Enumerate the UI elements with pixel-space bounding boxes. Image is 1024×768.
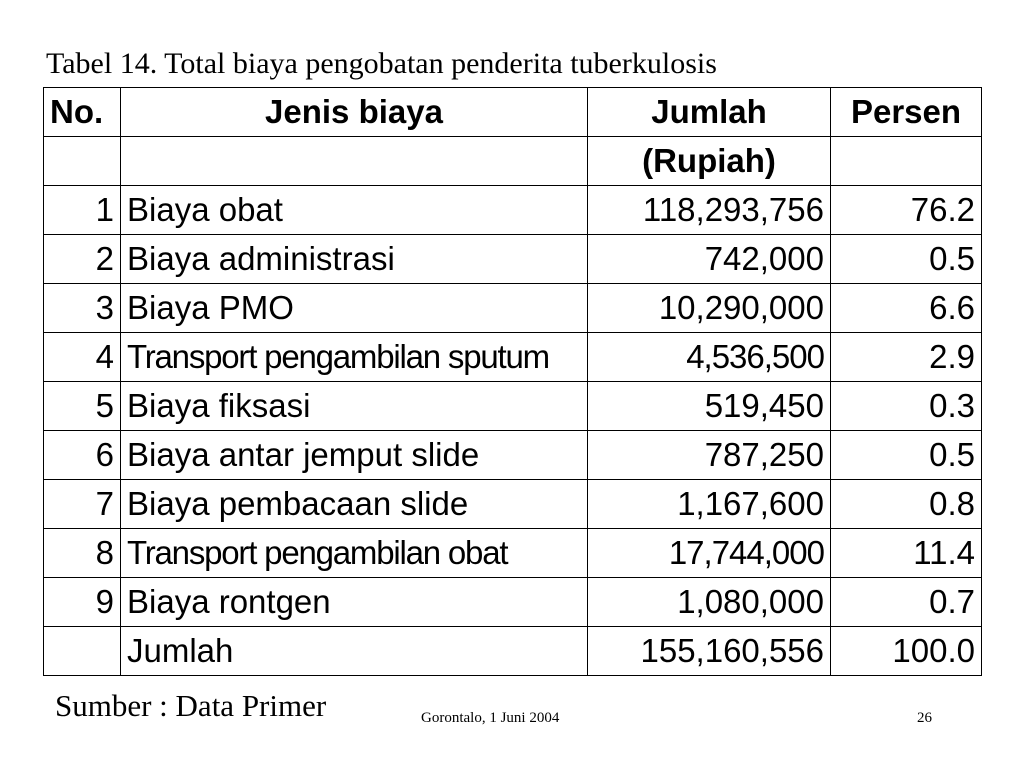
header-row <box>44 88 982 137</box>
row-jenis: Biaya pembacaan slide <box>121 480 588 529</box>
row-no: 4 <box>44 333 121 382</box>
table-row <box>44 284 982 333</box>
row-jenis: Biaya obat <box>121 186 588 235</box>
header-no: No. <box>44 88 121 137</box>
source-note: Sumber : Data Primer <box>55 688 327 723</box>
row-jenis: Transport pengambilan obat <box>121 529 588 578</box>
row-jenis: Biaya antar jemput slide <box>121 431 588 480</box>
row-jumlah: 519,450 <box>588 382 831 431</box>
footer-location-date: Gorontalo, 1 Juni 2004 <box>421 710 560 726</box>
row-no: 2 <box>44 235 121 284</box>
row-no: 7 <box>44 480 121 529</box>
table-row <box>44 431 982 480</box>
row-jumlah: 742,000 <box>588 235 831 284</box>
table-row <box>44 333 982 382</box>
header-row-2 <box>44 137 982 186</box>
row-persen: 0.5 <box>831 431 982 480</box>
row-no: 3 <box>44 284 121 333</box>
total-row <box>44 627 982 676</box>
row-no: 5 <box>44 382 121 431</box>
row-jenis: Biaya fiksasi <box>121 382 588 431</box>
row-jenis: Transport pengambilan sputum <box>121 333 588 382</box>
row-jumlah: 787,250 <box>588 431 831 480</box>
page-number: 26 <box>917 710 932 726</box>
header-jenis-empty <box>121 137 588 186</box>
row-persen: 0.5 <box>831 235 982 284</box>
row-persen: 0.3 <box>831 382 982 431</box>
row-jumlah: 118,293,756 <box>588 186 831 235</box>
row-jenis: Biaya rontgen <box>121 578 588 627</box>
table-title: Tabel 14. Total biaya pengobatan penderita tuberkulosis <box>46 47 717 80</box>
row-no: 6 <box>44 431 121 480</box>
row-persen: 0.8 <box>831 480 982 529</box>
header-persen-empty <box>831 137 982 186</box>
table-row <box>44 235 982 284</box>
header-no-empty <box>44 137 121 186</box>
total-jumlah: 155,160,556 <box>588 627 831 676</box>
table-row <box>44 529 982 578</box>
row-persen: 6.6 <box>831 284 982 333</box>
total-label: Jumlah <box>121 627 588 676</box>
table-row <box>44 186 982 235</box>
row-persen: 0.7 <box>831 578 982 627</box>
header-jumlah-unit: (Rupiah) <box>588 137 831 186</box>
row-jumlah: 1,167,600 <box>588 480 831 529</box>
row-no: 9 <box>44 578 121 627</box>
table-row <box>44 382 982 431</box>
table-row <box>44 480 982 529</box>
row-jumlah: 17,744,000 <box>588 529 831 578</box>
header-persen: Persen <box>831 88 982 137</box>
cost-table <box>43 87 982 676</box>
row-persen: 76.2 <box>831 186 982 235</box>
total-persen: 100.0 <box>831 627 982 676</box>
row-jumlah: 4,536,500 <box>588 333 831 382</box>
row-jumlah: 1,080,000 <box>588 578 831 627</box>
row-jenis: Biaya administrasi <box>121 235 588 284</box>
total-no <box>44 627 121 676</box>
row-jumlah: 10,290,000 <box>588 284 831 333</box>
header-jenis: Jenis biaya <box>121 88 588 137</box>
row-no: 1 <box>44 186 121 235</box>
row-persen: 2.9 <box>831 333 982 382</box>
row-persen: 11.4 <box>831 529 982 578</box>
row-jenis: Biaya PMO <box>121 284 588 333</box>
row-no: 8 <box>44 529 121 578</box>
header-jumlah: Jumlah <box>588 88 831 137</box>
table-row <box>44 578 982 627</box>
